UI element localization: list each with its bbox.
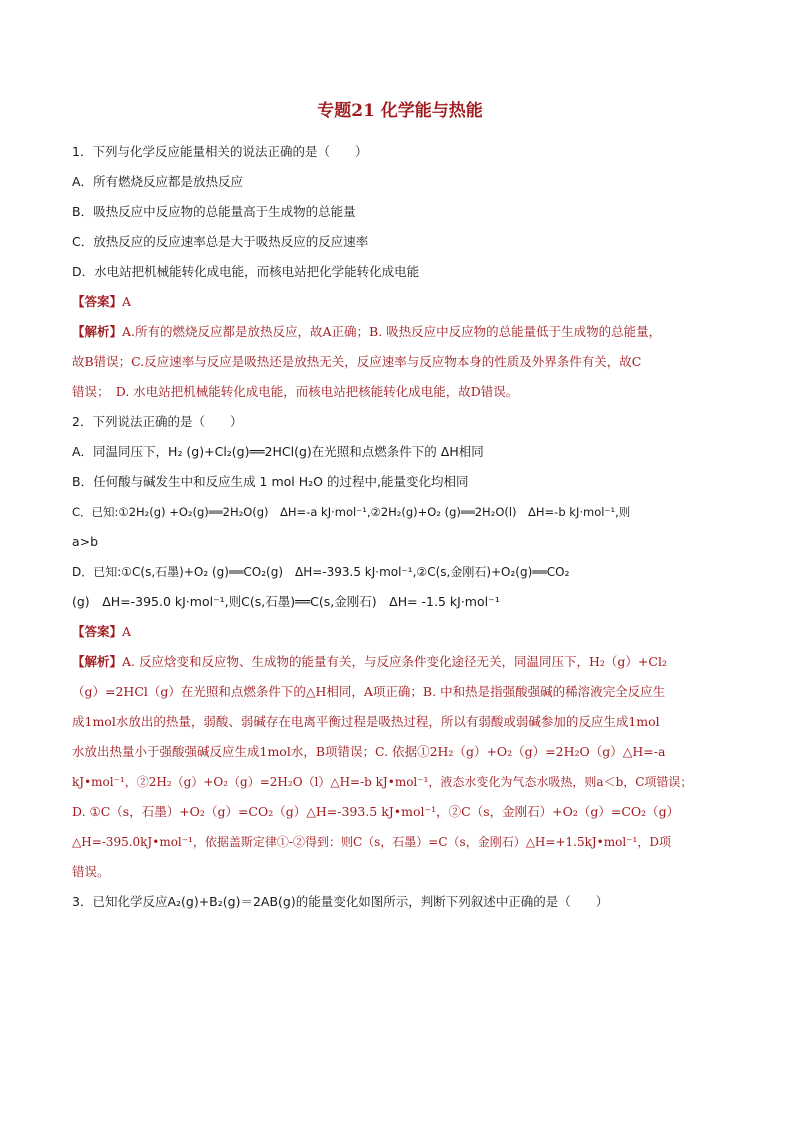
q2-analysis-line: 成1mol水放出的热量，弱酸、弱碱存在电离平衡过程是吸热过程，所以有弱酸或弱碱参加的反应生成1mol	[72, 714, 660, 729]
q2-analysis-line: △H=-395.0kJ•mol⁻¹，依据盖斯定律①-②得到：则C（s，石墨）=C（s，金刚石）△H=+1.5kJ•mol⁻¹，D项	[72, 835, 671, 849]
analysis-text: A.所有的燃烧反应都是放热反应，故A正确；B. 吸热反应中反应物的总能量低于生成物的总能量，	[122, 324, 662, 339]
q1-analysis-line: 故B错误；C.反应速率与反应是吸热还是放热无关，反应速率与反应物本身的性质及外界条件有关，故C	[72, 354, 642, 369]
analysis-tag: 【解析】	[72, 654, 123, 669]
answer-value: A	[122, 294, 132, 309]
q1-stem: 1．下列与化学反应能量相关的说法正确的是（ ）	[72, 144, 368, 159]
q1-option-d: D．水电站把机械能转化成电能，而核电站把化学能转化成电能	[72, 264, 420, 279]
q1-answer	[72, 287, 728, 317]
q1-option-b: B．吸热反应中反应物的总能量高于生成物的总能量	[72, 204, 356, 219]
q3-stem: 3．已知化学反应A₂(g)+B₂(g)＝2AB(g)的能量变化如图所示，判断下列叙述中正确的是（ ）	[72, 894, 609, 909]
q2-analysis-line: （g）=2HCl（g）在光照和点燃条件下的△H相同，A项正确；B. 中和热是指强酸强碱的稀溶液完全反应生	[72, 684, 666, 699]
analysis-text: A. 反应焓变和反应物、生成物的能量有关，与反应条件变化途径无关，同温同压下，H₂（g）+Cl₂	[122, 654, 667, 669]
q2-analysis-line: 错误。	[72, 864, 110, 879]
q2-option-b: B．任何酸与碱发生中和反应生成 1 mol H₂O 的过程中,能量变化均相同	[72, 474, 469, 489]
q1-analysis-line	[72, 317, 728, 347]
answer-tag: 【答案】	[72, 294, 123, 309]
q2-option-c: C．已知:①2H₂(g) +O₂(g)══2H₂O(g) ΔH=-a kJ·mol⁻¹,②2H₂(g)+O₂ (g)══2H₂O(l) ΔH=-b kJ·mol⁻¹,则	[72, 505, 631, 519]
q2-option-c-cont: a>b	[72, 534, 99, 549]
q2-option-d-cont: (g) ΔH=-395.0 kJ·mol⁻¹,则C(s,石墨)══C(s,金刚石) ΔH= -1.5 kJ·mol⁻¹	[72, 594, 500, 609]
q2-option-d: D．已知:①C(s,石墨)+O₂ (g)══CO₂(g) ΔH=-393.5 kJ·mol⁻¹,②C(s,金刚石)+O₂(g)══CO₂	[72, 565, 570, 579]
answer-tag: 【答案】	[72, 624, 123, 639]
q2-answer	[72, 617, 728, 647]
q1-analysis-line: 错误； D. 水电站把机械能转化成电能，而核电站把核能转化成电能，故D错误。	[72, 384, 519, 399]
q2-analysis-line: D. ①C（s，石墨）+O₂（g）=CO₂（g）△H=-393.5 kJ•mol⁻¹，②C（s，金刚石）+O₂（g）=CO₂（g）	[72, 804, 680, 819]
document-page	[72, 100, 728, 917]
analysis-tag: 【解析】	[72, 324, 123, 339]
q2-analysis-line: kJ•mol⁻¹，②2H₂（g）+O₂（g）=2H₂O（l）△H=-b kJ•mol⁻¹，液态水变化为气态水吸热，则a＜b，C项错误；	[72, 775, 693, 789]
answer-value: A	[122, 624, 132, 639]
q1-option-c: C．放热反应的反应速率总是大于吸热反应的反应速率	[72, 234, 369, 249]
q1-option-a: A．所有燃烧反应都是放热反应	[72, 174, 244, 189]
q2-stem: 2．下列说法正确的是（ ）	[72, 414, 243, 429]
q2-analysis-line: 水放出热量小于强酸强碱反应生成1mol水，B项错误；C. 依据①2H₂（g）+O₂（g）=2H₂O（g）△H=-a	[72, 744, 666, 759]
q2-option-a: A．同温同压下，H₂ (g)+Cl₂(g)══2HCl(g)在光照和点燃条件下的 ΔH相同	[72, 444, 484, 459]
page-title: 专题21 化学能与热能	[317, 101, 483, 121]
q2-analysis-line	[72, 647, 728, 677]
